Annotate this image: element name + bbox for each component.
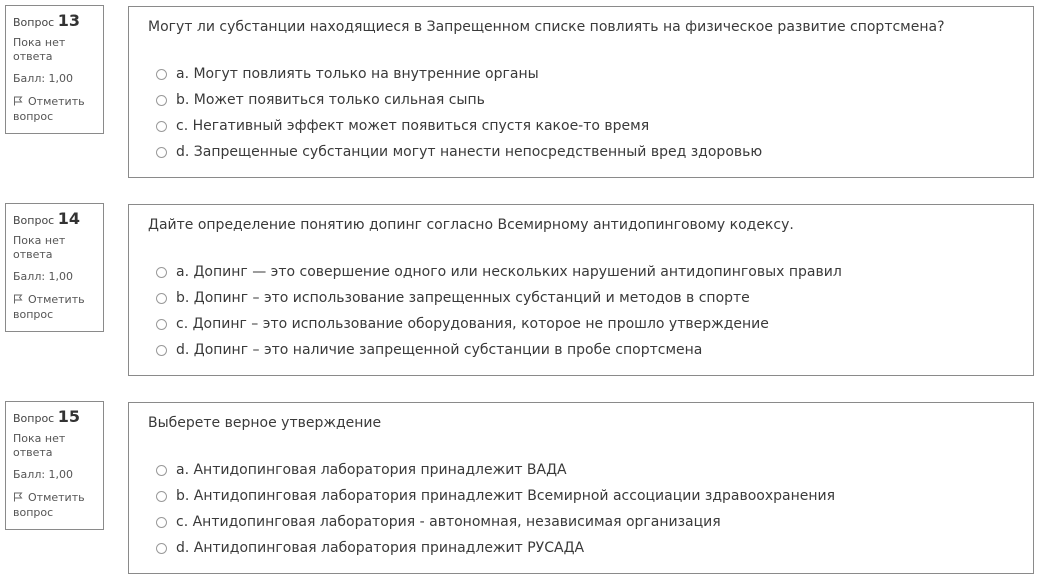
- radio-button[interactable]: [156, 147, 167, 158]
- answer-option-b[interactable]: b. Может появиться только сильная сыпь: [156, 87, 762, 113]
- answer-option-b[interactable]: b. Допинг – это использование запрещенных субстанций и методов в спорте: [156, 285, 842, 311]
- radio-button[interactable]: [156, 319, 167, 330]
- flag-question-link[interactable]: Отметить вопрос: [13, 491, 85, 519]
- question-number: Вопрос 15: [13, 407, 80, 426]
- radio-button[interactable]: [156, 517, 167, 528]
- radio-button[interactable]: [156, 95, 167, 106]
- question-state: Пока нет ответа: [13, 234, 66, 261]
- answer-option-d[interactable]: d. Запрещенные субстанции могут нанести непосредственный вред здоровью: [156, 139, 762, 165]
- flag-icon: [13, 294, 23, 304]
- question-14: [0, 198, 1050, 378]
- flag-icon: [13, 492, 23, 502]
- question-content: [128, 204, 1034, 376]
- answer-option-a[interactable]: a. Антидопинговая лаборатория принадлежит ВАДА: [156, 457, 835, 483]
- radio-button[interactable]: [156, 293, 167, 304]
- question-text: Выберете верное утверждение: [148, 415, 382, 431]
- flag-question-link[interactable]: Отметить вопрос: [13, 293, 85, 321]
- question-grade: Балл: 1,00: [13, 270, 74, 283]
- question-content: [128, 402, 1034, 574]
- question-state: Пока нет ответа: [13, 432, 66, 459]
- answer-options: [156, 457, 835, 561]
- answer-option-d[interactable]: d. Допинг – это наличие запрещенной субстанции в пробе спортсмена: [156, 337, 842, 363]
- radio-button[interactable]: [156, 465, 167, 476]
- question-grade: Балл: 1,00: [13, 468, 74, 481]
- question-content: [128, 6, 1034, 178]
- question-info: [5, 203, 104, 332]
- question-info: [5, 401, 104, 530]
- radio-button[interactable]: [156, 69, 167, 80]
- radio-button[interactable]: [156, 345, 167, 356]
- question-number: Вопрос 14: [13, 209, 80, 228]
- answer-option-c[interactable]: c. Негативный эффект может появиться спустя какое-то время: [156, 113, 762, 139]
- flag-question-link[interactable]: Отметить вопрос: [13, 95, 85, 123]
- radio-button[interactable]: [156, 543, 167, 554]
- question-text: Дайте определение понятию допинг согласно Всемирному антидопинговому кодексу.: [148, 217, 794, 233]
- radio-button[interactable]: [156, 121, 167, 132]
- question-state: Пока нет ответа: [13, 36, 66, 63]
- answer-option-c[interactable]: c. Допинг – это использование оборудования, которое не прошло утверждение: [156, 311, 842, 337]
- answer-option-d[interactable]: d. Антидопинговая лаборатория принадлежит РУСАДА: [156, 535, 835, 561]
- radio-button[interactable]: [156, 491, 167, 502]
- question-info: [5, 5, 104, 134]
- answer-option-b[interactable]: b. Антидопинговая лаборатория принадлежит Всемирной ассоциации здравоохранения: [156, 483, 835, 509]
- radio-button[interactable]: [156, 267, 167, 278]
- question-15: [0, 396, 1050, 576]
- flag-icon: [13, 96, 23, 106]
- question-text: Могут ли субстанции находящиеся в Запрещенном списке повлиять на физическое развитие спортсмена?: [148, 19, 945, 35]
- answer-options: [156, 259, 842, 363]
- answer-option-a[interactable]: a. Могут повлиять только на внутренние органы: [156, 61, 762, 87]
- question-number: Вопрос 13: [13, 11, 80, 30]
- answer-options: [156, 61, 762, 165]
- question-grade: Балл: 1,00: [13, 72, 74, 85]
- question-13: [0, 0, 1050, 180]
- answer-option-a[interactable]: a. Допинг — это совершение одного или нескольких нарушений антидопинговых правил: [156, 259, 842, 285]
- answer-option-c[interactable]: c. Антидопинговая лаборатория - автономная, независимая организация: [156, 509, 835, 535]
